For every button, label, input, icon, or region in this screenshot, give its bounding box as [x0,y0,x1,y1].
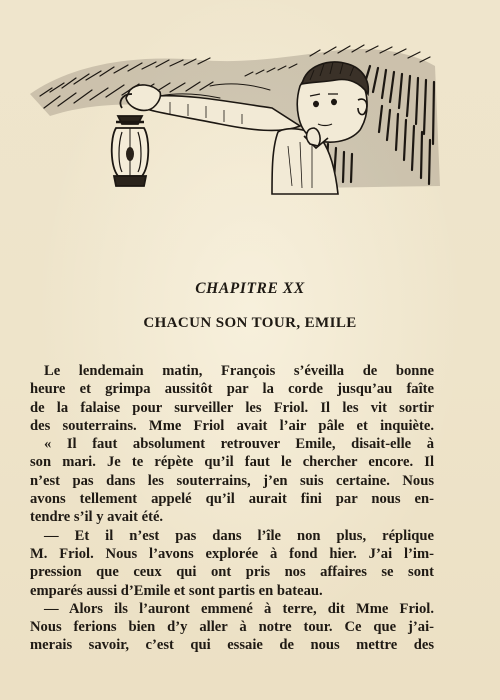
text-line: pression que ceux qui ont pris nos affaires se sont [30,564,434,581]
boy-with-lantern-illustration [10,36,450,196]
text-line: — Alors ils l’auront emmené à terre, dit Mme Friol. [44,600,434,617]
chapter-number: CHAPITRE XX [195,280,305,297]
chapter-body-text [30,362,434,655]
text-line: avons tellement appelé qu’il aurait fini par nous en- [30,491,434,508]
text-line: « Il faut absolument retrouver Emile, disait-elle à [44,436,434,453]
text-line: merais savoir, c’est qui essaie de nous mettre des [30,637,434,654]
text-line: M. Friol. Nous l’avons explorée à fond hier. J’ai l’im- [30,545,434,562]
text-line: Le lendemain matin, François s’éveilla de bonne [44,363,434,379]
text-line: — Et il n’est pas dans l’île non plus, réplique [44,527,434,544]
text-line: Nous ferions bien d’y aller à notre tour. Ce que j’ai- [30,619,434,636]
text-line: tendre s’il y avait été. [30,509,164,526]
text-line: des souterrains. Mme Friol avait l’air pâle et inquiète. [30,417,434,434]
text-line: emparés aussi d’Emile et sont partis en bateau. [30,582,323,599]
chapter-title: CHACUN SON TOUR, EMILE [143,315,357,331]
text-line: de la falaise pour surveiller les Friol. Il les vit sortir [30,399,434,416]
text-line: heure et grimpa aussitôt par la corde jusqu’au faîte [30,381,434,398]
text-line: n’est pas dans les souterrains, j’en suis certaine. Nous [30,472,434,489]
text-line: son mari. Je te répète qu’il faut le chercher encore. Il [30,454,434,471]
